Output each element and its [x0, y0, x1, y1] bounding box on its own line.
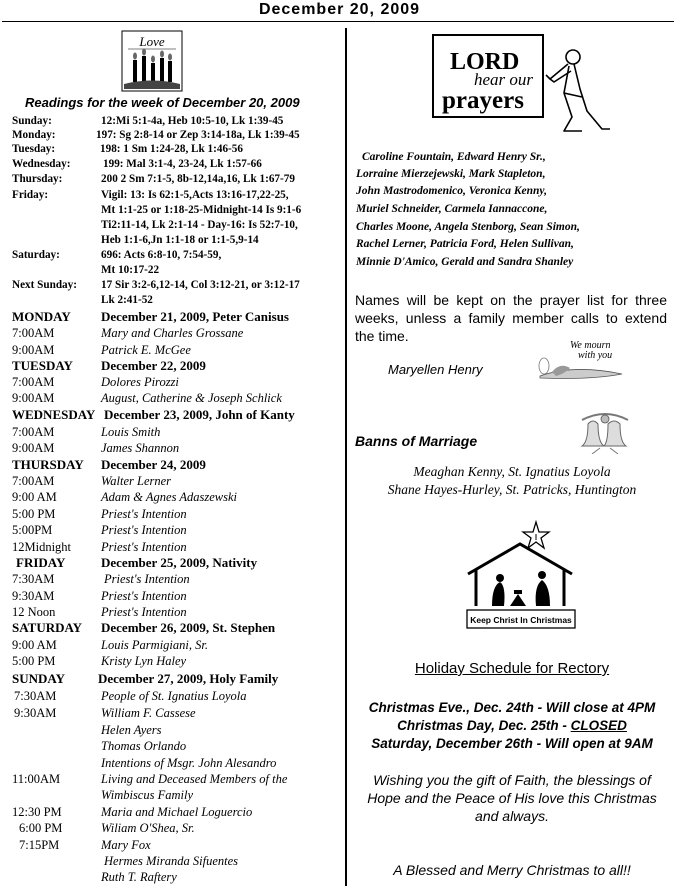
reading-day: Friday:: [12, 189, 49, 201]
christmas-wish-line: Hope and the Peace of His love this Christmas: [367, 790, 657, 806]
nativity-stable-image: [462, 520, 580, 632]
reading-text: Ti2:11-14, Lk 2:1-14 - Day-16: Is 52:7-10,: [101, 219, 298, 231]
mass-intention: Priest's Intention: [101, 540, 187, 554]
reading-text: 200 2 Sm 7:1-5, 8b-12,14a,16, Lk 1:67-79: [101, 173, 295, 185]
reading-text: Vigil: 13: Is 62:1-5,Acts 13:16-17,22-25,: [101, 189, 289, 201]
mass-intention: Helen Ayers: [101, 723, 162, 737]
reading-day: Saturday:: [12, 249, 60, 261]
mass-day-header: WEDNESDAY: [12, 407, 96, 422]
mass-day-desc: December 24, 2009: [101, 457, 206, 472]
mass-intention: Priest's Intention: [104, 572, 190, 586]
mass-time: 9:30AM: [14, 706, 57, 720]
banns-couple: Shane Hayes-Hurley, St. Patricks, Huntington: [387, 482, 637, 497]
mass-intention: Priest's Intention: [101, 605, 187, 619]
mass-day-header: FRIDAY: [16, 555, 66, 570]
reading-text: 12:Mi 5:1-4a, Heb 10:5-10, Lk 1:39-45: [101, 115, 284, 127]
mass-day-desc: December 23, 2009, John of Kanty: [104, 407, 295, 422]
mass-time: 12:30 PM: [12, 805, 62, 819]
mass-day-desc: December 26, 2009, St. Stephen: [101, 620, 276, 635]
mass-intention: Wiliam O'Shea, Sr.: [101, 821, 195, 835]
prayer-list-line: Rachel Lerner, Patricia Ford, Helen Sullivan,: [356, 238, 574, 250]
rectory-line: Christmas Day, Dec. 25th - CLOSED: [397, 718, 627, 733]
mass-intention: Dolores Pirozzi: [101, 375, 179, 389]
prayer-list-line: John Mastrodomenico, Veronica Kenny,: [356, 185, 547, 197]
mass-day-desc: December 22, 2009: [101, 358, 206, 373]
prayer-list-line: Minnie D'Amico, Gerald and Sandra Shanley: [356, 256, 574, 268]
readings-title: Readings for the week of December 20, 2009: [25, 95, 300, 110]
we-mourn-with-you-image: [534, 336, 626, 382]
svg-text:with you: with you: [578, 350, 613, 361]
mass-day-header: MONDAY: [12, 309, 71, 324]
mass-time: 9:00AM: [12, 343, 55, 357]
banns-couple: Meaghan Kenny, St. Ignatius Loyola: [413, 464, 611, 479]
mass-time: 12 Noon: [12, 605, 56, 619]
column-divider: [345, 28, 347, 886]
mass-day-header: SUNDAY: [12, 671, 65, 686]
mass-intention: Intentions of Msgr. John Alesandro: [101, 756, 277, 770]
mass-intention: Ruth T. Raftery: [101, 870, 177, 884]
prayer-list-line: Muriel Schneider, Carmela Iannaccone,: [356, 203, 548, 215]
mass-day-desc: December 21, 2009, Peter Canisus: [101, 309, 289, 324]
prayer-list-line: Lorraine Mierzejewski, Mark Stapleton,: [356, 168, 546, 180]
mass-time: 7:00AM: [12, 474, 55, 488]
mourn-name: Maryellen Henry: [388, 362, 483, 377]
mass-day-header: THURSDAY: [12, 457, 84, 472]
mass-time: 9:00AM: [12, 391, 55, 405]
mass-time: 5:00PM: [12, 523, 53, 537]
mass-day-desc: December 27, 2009, Holy Family: [98, 671, 279, 686]
mass-time: 5:00 PM: [12, 654, 56, 668]
mass-intention: Kristy Lyn Haley: [101, 654, 187, 668]
mass-time: 9:00 AM: [12, 490, 57, 504]
mass-intention: Maria and Michael Loguercio: [101, 805, 253, 819]
mass-intention: Patrick E. McGee: [101, 343, 191, 357]
mass-intention: Mary and Charles Grossane: [101, 326, 244, 340]
mass-intention: James Shannon: [101, 441, 180, 455]
love-candles-image: [121, 30, 183, 92]
mass-time: 9:30AM: [12, 589, 55, 603]
mass-time: 6:00 PM: [19, 821, 63, 835]
prayer-note-line: Names will be kept on the prayer list for three: [355, 292, 667, 308]
reading-day: Monday:: [12, 129, 56, 141]
logo-prayers: prayers: [442, 87, 524, 114]
prayer-note-line: weeks, unless a family member calls to extend: [355, 310, 667, 326]
mass-intention: Mary Fox: [101, 838, 151, 852]
mass-time: 7:00AM: [12, 326, 55, 340]
lord-hear-our-prayers-image: [432, 33, 614, 137]
love-word: Love: [139, 34, 165, 49]
christmas-wish-line: and always.: [475, 808, 549, 824]
reading-day: Wednesday:: [12, 158, 71, 170]
mass-day-desc: December 25, 2009, Nativity: [101, 555, 258, 570]
mass-intention: Thomas Orlando: [101, 739, 187, 753]
reading-text: 198: 1 Sm 1:24-28, Lk 1:46-56: [100, 143, 243, 155]
wedding-bells-image: [578, 410, 632, 454]
mass-intention: Priest's Intention: [101, 507, 187, 521]
closing-greeting: A Blessed and Merry Christmas to all!!: [393, 862, 631, 878]
banns-title: Banns of Marriage: [355, 433, 478, 449]
mass-intention: William F. Cassese: [101, 706, 196, 720]
nativity-caption: Keep Christ In Christmas: [470, 615, 572, 625]
logo-hear-our: hear our: [474, 70, 534, 89]
reading-text: 696: Acts 6:8-10, 7:54-59,: [101, 249, 222, 261]
reading-text: 197: Sg 2:8-14 or Zep 3:14-18a, Lk 1:39-45: [96, 129, 300, 141]
rectory-line: Saturday, December 26th - Will open at 9AM: [371, 736, 653, 751]
reading-day: Tuesday:: [12, 143, 56, 155]
mass-day-header: TUESDAY: [12, 358, 73, 373]
mass-intention: Louis Parmigiani, Sr.: [101, 638, 208, 652]
reading-text: Lk 2:41-52: [101, 294, 153, 306]
mass-time: 7:00AM: [12, 375, 55, 389]
prayer-list-line: Caroline Fountain, Edward Henry Sr.,: [362, 151, 546, 163]
mass-intention: Priest's Intention: [101, 523, 187, 537]
mass-time: 12Midnight: [12, 540, 72, 554]
header-rule: [2, 21, 674, 22]
christmas-wish-line: Wishing you the gift of Faith, the blessings of: [373, 772, 651, 788]
closed-label: CLOSED: [570, 718, 627, 733]
mass-intention: Walter Lerner: [101, 474, 172, 488]
reading-text: 199: Mal 3:1-4, 23-24, Lk 1:57-66: [103, 158, 262, 170]
kneeling-man-icon: [546, 50, 610, 131]
svg-text:We mourn: We mourn: [570, 340, 611, 351]
prayer-note-line: the time.: [355, 328, 409, 344]
mass-intention: Adam & Agnes Adaszewski: [101, 490, 237, 504]
rectory-line: Christmas Eve., Dec. 24th - Will close at 4PM: [368, 700, 656, 715]
mass-time: 7:30AM: [14, 689, 57, 703]
mass-intention: Priest's Intention: [101, 589, 187, 603]
logo-lord: LORD: [450, 49, 520, 75]
mass-intention: Louis Smith: [101, 425, 161, 439]
reading-text: 17 Sir 3:2-6,12-14, Col 3:12-21, or 3:12-17: [101, 279, 300, 291]
mass-intention: People of St. Ignatius Loyola: [101, 689, 247, 703]
mass-intention: Living and Deceased Members of the: [101, 772, 288, 786]
bulletin-date: December 20, 2009: [258, 1, 421, 18]
reading-text: Heb 1:1-6,Jn 1:1-18 or 1:1-5,9-14: [101, 234, 259, 246]
mass-time: 9:00 AM: [12, 638, 57, 652]
prayer-list-line: Charles Moone, Angela Stenborg, Sean Simon,: [356, 221, 580, 233]
mass-time: 9:00AM: [12, 441, 55, 455]
rectory-title: Holiday Schedule for Rectory: [414, 660, 610, 677]
mass-intention: Wimbiscus Family: [101, 788, 194, 802]
mass-time: 7:15PM: [19, 838, 60, 852]
mass-time: 11:00AM: [12, 772, 61, 786]
mass-time: 7:30AM: [12, 572, 55, 586]
mass-intention: Hermes Miranda Sifuentes: [104, 854, 239, 868]
mass-time: 5:00 PM: [12, 507, 56, 521]
reading-text: Mt 10:17-22: [101, 264, 160, 276]
mass-time: 7:00AM: [12, 425, 55, 439]
mass-day-header: SATURDAY: [12, 620, 83, 635]
mass-intention: August, Catherine & Joseph Schlick: [101, 391, 282, 405]
reading-day: Next Sunday:: [12, 279, 77, 291]
reading-day: Sunday:: [12, 115, 52, 127]
reading-text: Mt 1:1-25 or 1:18-25-Midnight-14 Is 9:1-6: [101, 204, 302, 216]
reading-day: Thursday:: [12, 173, 63, 185]
